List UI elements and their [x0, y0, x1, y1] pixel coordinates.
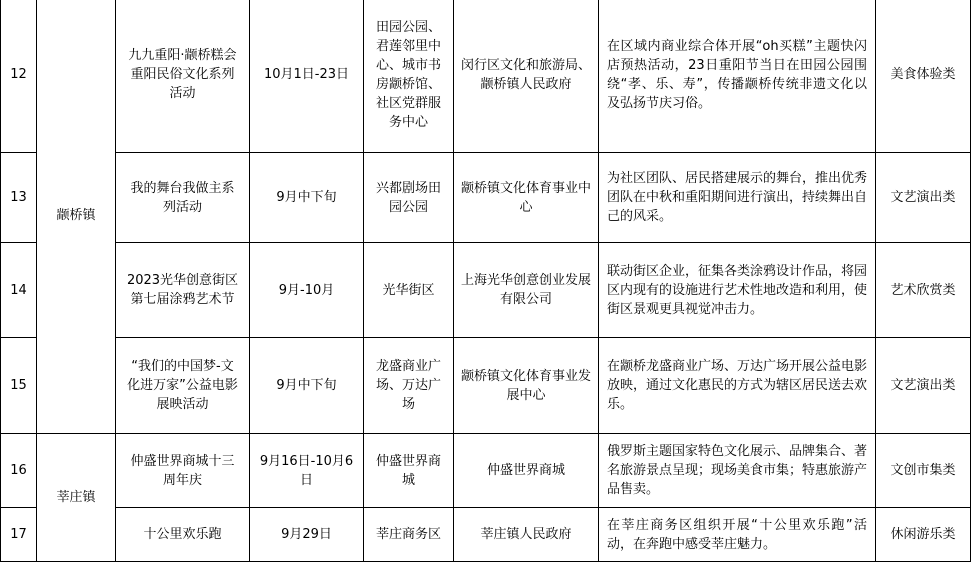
- activity-description: 俄罗斯主题国家特色文化展示、品牌集合、著名旅游景点呈现；现场美食市集；特惠旅游产品售卖。: [599, 434, 876, 508]
- table-row: [1, 338, 971, 434]
- table-row: [1, 434, 971, 508]
- activity-time: 9月16日-10月6日: [250, 434, 364, 508]
- table-row: [1, 243, 971, 338]
- activity-time: 9月中下旬: [250, 153, 364, 243]
- activity-name: 我的舞台我做主系列活动: [116, 153, 250, 243]
- row-number: 13: [1, 153, 37, 243]
- activity-name: “我们的中国梦-文化进万家”公益电影展映活动: [116, 338, 250, 434]
- activity-time: 9月中下旬: [250, 338, 364, 434]
- activity-place: 田园公园、君莲邻里中心、城市书房颛桥馆、社区党群服务中心: [364, 0, 454, 153]
- town-cell: 颛桥镇: [37, 0, 116, 434]
- activity-name: 2023光华创意街区第七届涂鸦艺术节: [116, 243, 250, 338]
- activity-time: 9月29日: [250, 508, 364, 562]
- table-row: [1, 0, 971, 153]
- activity-description: 在莘庄商务区组织开展“十公里欢乐跑”活动，在奔跑中感受莘庄魅力。: [599, 508, 876, 562]
- activity-description: 在颛桥龙盛商业广场、万达广场开展公益电影放映，通过文化惠民的方式为辖区居民送去欢乐。: [599, 338, 876, 434]
- activity-place: 光华街区: [364, 243, 454, 338]
- activity-organizer: 仲盛世界商城: [454, 434, 599, 508]
- activity-time: 9月-10月: [250, 243, 364, 338]
- activity-name: 仲盛世界商城十三周年庆: [116, 434, 250, 508]
- activity-organizer: 闵行区文化和旅游局、颛桥镇人民政府: [454, 0, 599, 153]
- activity-description: 在区域内商业综合体开展“oh买糕”主题快闪店预热活动，23日重阳节当日在田园公园围绕“孝、乐、寿”，传播颛桥传统非遗文化以及弘扬节庆习俗。: [599, 0, 876, 153]
- activity-category: 文艺演出类: [876, 153, 971, 243]
- activity-place: 龙盛商业广场、万达广场: [364, 338, 454, 434]
- activity-category: 文创市集类: [876, 434, 971, 508]
- activity-place: 兴都剧场田园公园: [364, 153, 454, 243]
- activity-organizer: 上海光华创意创业发展有限公司: [454, 243, 599, 338]
- activity-organizer: 莘庄镇人民政府: [454, 508, 599, 562]
- row-number: 14: [1, 243, 37, 338]
- activity-place: 仲盛世界商城: [364, 434, 454, 508]
- activity-name: 十公里欢乐跑: [116, 508, 250, 562]
- activity-category: 休闲游乐类: [876, 508, 971, 562]
- activity-time: 10月1日-23日: [250, 0, 364, 153]
- activity-description: 为社区团队、居民搭建展示的舞台，推出优秀团队在中秋和重阳期间进行演出，持续舞出自己的风采。: [599, 153, 876, 243]
- row-number: 15: [1, 338, 37, 434]
- activity-organizer: 颛桥镇文化体育事业中心: [454, 153, 599, 243]
- activity-category: 文艺演出类: [876, 338, 971, 434]
- town-cell: 莘庄镇: [37, 434, 116, 562]
- activity-place: 莘庄商务区: [364, 508, 454, 562]
- row-number: 12: [1, 0, 37, 153]
- table-row: [1, 508, 971, 562]
- activity-name: 九九重阳·颛桥糕会重阳民俗文化系列活动: [116, 0, 250, 153]
- row-number: 17: [1, 508, 37, 562]
- row-number: 16: [1, 434, 37, 508]
- activity-description: 联动街区企业，征集各类涂鸦设计作品，将园区内现有的设施进行艺术性地改造和利用，使街区景观更具视觉冲击力。: [599, 243, 876, 338]
- activity-category: 艺术欣赏类: [876, 243, 971, 338]
- activity-organizer: 颛桥镇文化体育事业发展中心: [454, 338, 599, 434]
- activity-category: 美食体验类: [876, 0, 971, 153]
- table-row: [1, 153, 971, 243]
